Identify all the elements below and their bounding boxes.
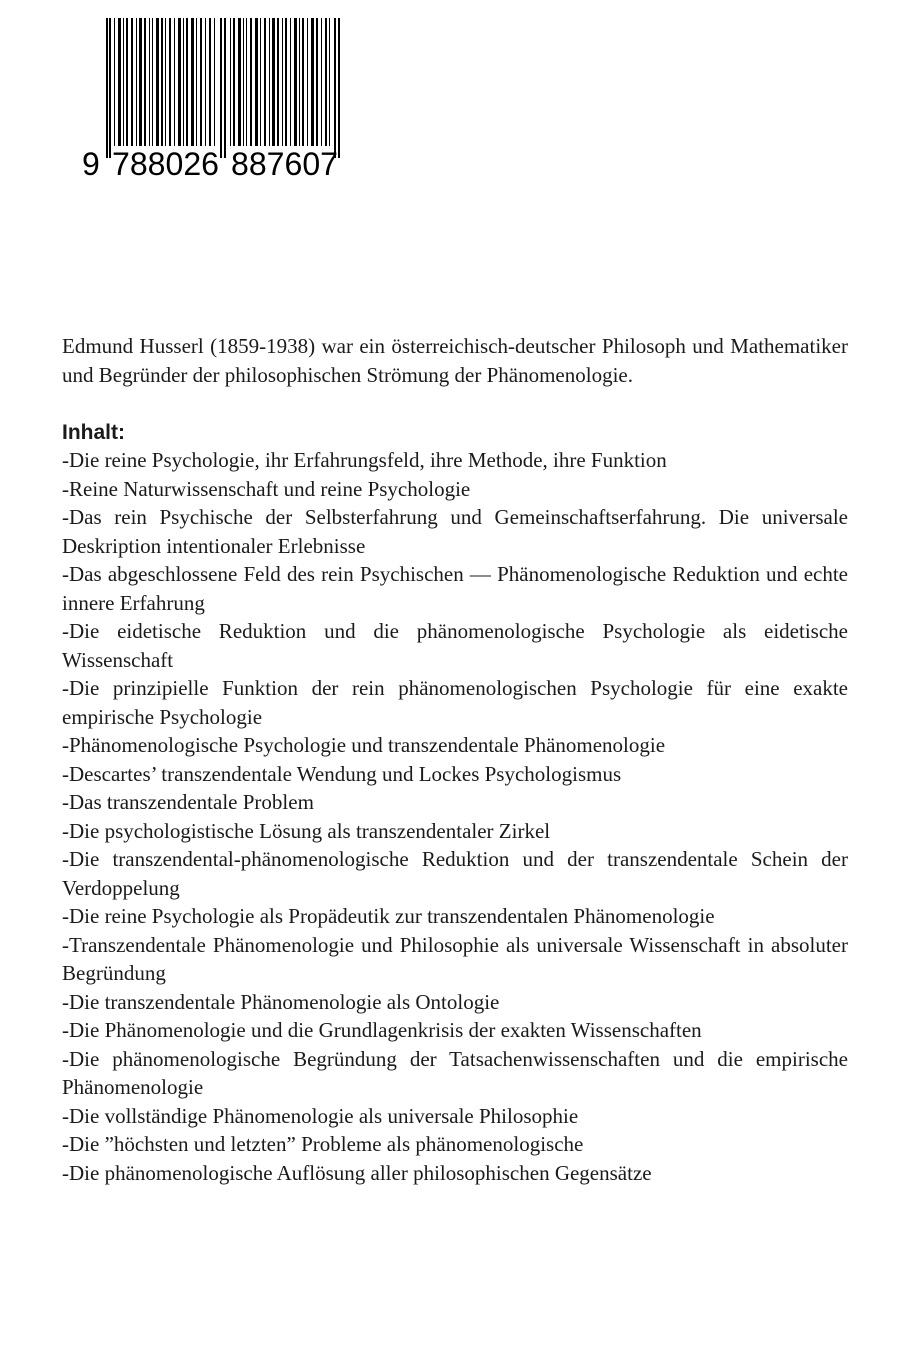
barcode-bar (269, 18, 270, 146)
contents-item: -Die psychologistische Lösung als transzendentaler Zirkel (62, 818, 551, 843)
barcode-bar (126, 18, 128, 146)
contents-item: -Das transzendentale Problem (62, 790, 314, 814)
contents-item: -Das abgeschlossene Feld des rein Psychischen — Phänomenologische Reduktion und echte innere Erfahrung (62, 562, 848, 615)
barcode-bar (238, 18, 241, 146)
barcode-bar (169, 18, 171, 146)
barcode-bar (230, 18, 231, 146)
barcode-bar (165, 18, 166, 146)
barcode-bar (325, 18, 327, 146)
barcode-bar (316, 18, 318, 146)
barcode-bar (311, 18, 314, 146)
barcode-digits-right: 887607 (231, 146, 338, 182)
barcode-bar (246, 18, 247, 146)
barcode-bar (294, 18, 297, 146)
contents-item: -Die vollständige Phänomenologie als universale Philosophie (62, 1103, 579, 1128)
barcode-bar (205, 18, 206, 146)
barcode-bar (290, 18, 291, 146)
barcode-bar (174, 18, 175, 146)
barcode-bar (334, 18, 336, 158)
contents-heading: Inhalt: (62, 421, 125, 444)
contents-item: -Reine Naturwissenschaft und reine Psychologie (62, 476, 471, 501)
barcode-bar (144, 18, 146, 146)
contents-item: -Die Phänomenologie und die Grundlagenkrisis der exakten Wissenschaften (62, 1018, 702, 1042)
barcode-bar (152, 18, 153, 146)
barcode-bar (186, 18, 188, 146)
contents-item: -Die transzendentale Phänomenologie als Ontologie (62, 989, 500, 1014)
barcode (78, 18, 350, 186)
barcode-bar (139, 18, 142, 146)
barcode-bar (299, 18, 300, 146)
barcode-bar (321, 18, 322, 146)
barcode-bar (178, 18, 181, 146)
barcode-bar (183, 18, 184, 146)
contents-item: -Die reine Psychologie, ihr Erfahrungsfeld, ihre Methode, ihre Funktion (62, 448, 667, 472)
barcode-bar (191, 18, 194, 146)
barcode-bar (264, 18, 266, 146)
barcode-bar (161, 18, 163, 146)
barcode-bar (338, 18, 340, 158)
contents-item: -Das rein Psychische der Selbsterfahrung und Gemeinschaftserfahrung. Die universale Deskription intentionaler Erlebnisse (62, 505, 848, 558)
barcode-bar (136, 18, 137, 146)
barcode-bar (272, 18, 275, 146)
barcode-bar (109, 18, 111, 158)
contents-item: -Die eidetische Reduktion und die phänomenologische Psychologie als eidetische Wissenschaft (62, 619, 848, 672)
contents-item: -Die ”höchsten und letzten” Probleme als phänomenologische (62, 1132, 584, 1156)
barcode-bar (243, 18, 244, 146)
barcode-bar (302, 18, 304, 146)
barcode-bar (282, 18, 283, 146)
barcode-bar (123, 18, 124, 146)
barcode-digits-left: 788026 (112, 146, 219, 182)
barcode-bar (200, 18, 202, 146)
barcode-bar (214, 18, 215, 146)
barcode-bar (255, 18, 258, 146)
author-description: Edmund Husserl (1859-1938) war ein österreichisch-deutscher Philosoph und Mathematiker und Begründer der philosophischen Strömung der Phänomenologie. (62, 334, 848, 387)
contents-list (62, 446, 848, 1187)
barcode-bar (233, 18, 235, 146)
barcode-bar (285, 18, 287, 146)
contents-item: -Die phänomenologische Begründung der Tatsachenwissenschaften und die empirische Phänomenologie (62, 1046, 848, 1099)
barcode-bar (250, 18, 252, 146)
contents-item: -Transzendentale Phänomenologie und Philosophie als universale Wissenschaft in absoluter Begründung (62, 932, 848, 985)
contents-item: -Phänomenologische Psychologie und transzendentale Phänomenologie (62, 733, 666, 757)
contents-item: -Die phänomenologische Auflösung aller philosophischen Gegensätze (62, 1160, 652, 1185)
barcode-bar (156, 18, 159, 146)
barcode-bar (209, 18, 211, 146)
contents-item: -Die transzendental-phänomenologische Reduktion und der transzendentale Schein der Verdoppelung (62, 847, 848, 900)
barcode-bar (118, 18, 121, 146)
barcode-bar (220, 18, 222, 158)
barcode-bar (307, 18, 308, 146)
back-cover-text (62, 332, 848, 1187)
barcode-bar (329, 18, 330, 146)
barcode-bar (260, 18, 261, 146)
barcode-bar (196, 18, 197, 146)
barcode-bar (106, 18, 108, 158)
barcode-bar (131, 18, 133, 146)
barcode-bar (114, 18, 115, 146)
contents-item: -Descartes’ transzendentale Wendung und Lockes Psychologismus (62, 761, 622, 786)
contents-item: -Die reine Psychologie als Propädeutik zur transzendentalen Phänomenologie (62, 904, 715, 928)
barcode-bar (277, 18, 279, 146)
barcode-bar (224, 18, 226, 158)
contents-item: -Die prinzipielle Funktion der rein phänomenologischen Psychologie für eine exakte empirische Psychologie (62, 676, 848, 729)
barcode-bar (149, 18, 150, 146)
barcode-digit-prefix: 9 (82, 146, 100, 182)
barcode-icon (78, 18, 350, 186)
